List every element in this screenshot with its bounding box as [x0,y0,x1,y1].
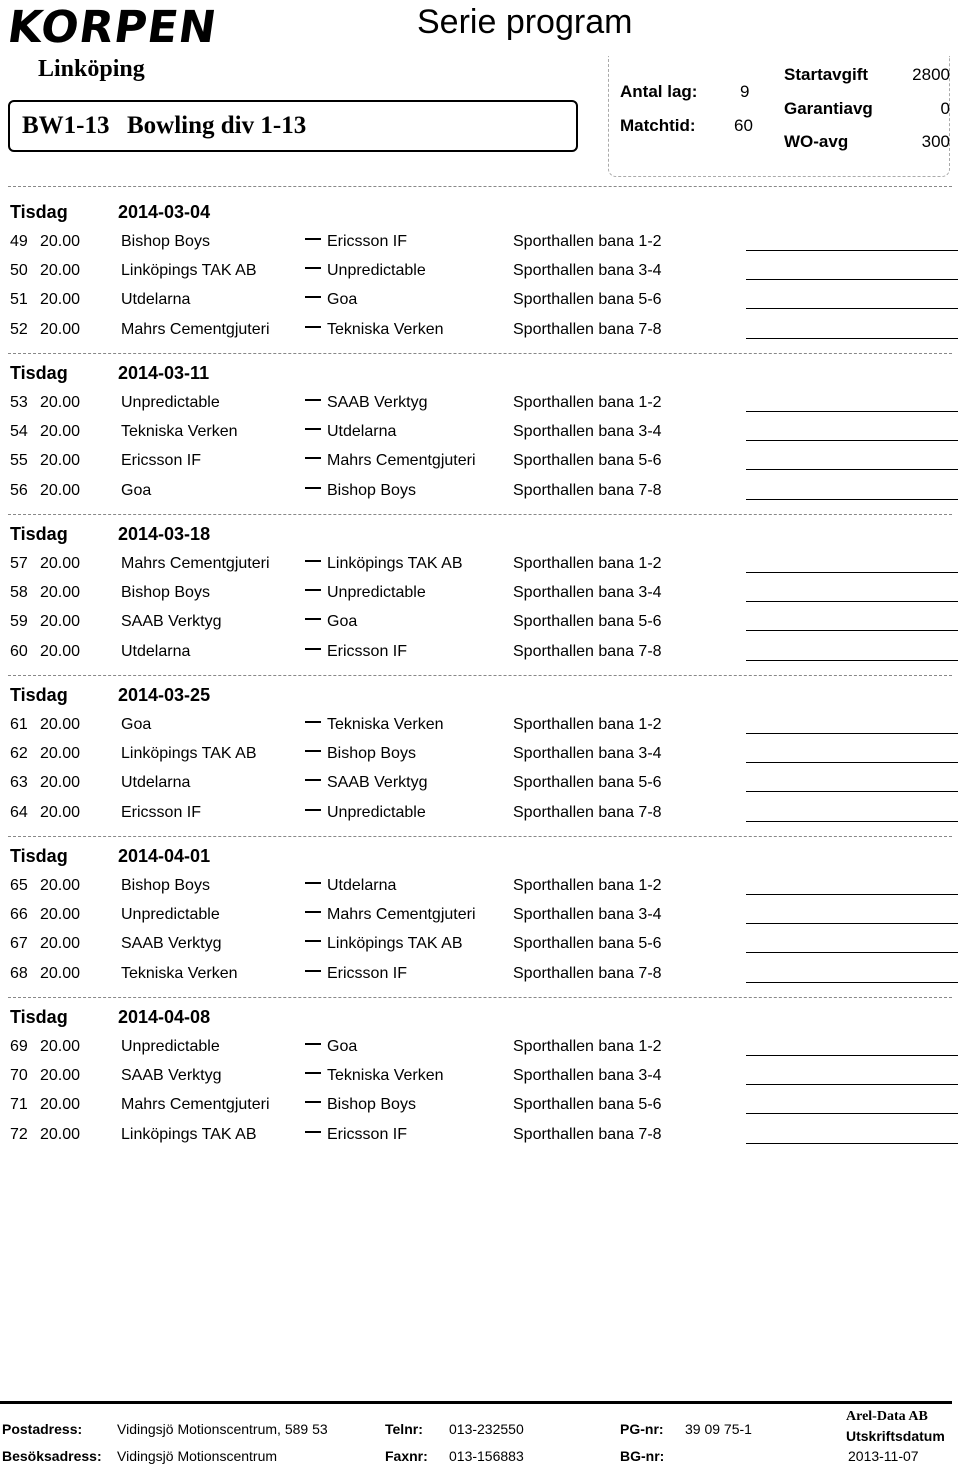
match-venue: Sporthallen bana 3-4 [513,906,662,924]
page-title: Serie program [417,3,633,41]
match-venue: Sporthallen bana 1-2 [513,555,662,572]
home-team: Bishop Boys [121,877,210,894]
match-time: 20.00 [40,877,81,894]
result-line [746,572,958,573]
korpen-logo [4,2,221,84]
round-date: 2014-03-11 [118,363,210,383]
match-number: 55 [10,452,28,470]
home-team: Tekniska Verken [121,964,238,982]
division-box [8,100,578,152]
match-row [0,612,960,641]
result-line [746,952,958,953]
match-venue: Sporthallen bana 7-8 [513,803,662,821]
away-team: Ericsson IF [327,233,408,250]
versus-dash [305,1131,321,1133]
match-row [0,964,960,993]
round-day: Tisdag [10,1007,68,1027]
match-time: 20.00 [40,1096,81,1114]
match-venue: Sporthallen bana 5-6 [513,935,662,953]
result-line [746,1055,958,1056]
versus-dash [305,487,321,489]
away-team: Goa [327,291,358,309]
home-team: Mahrs Cementgjuteri [121,1096,270,1114]
home-team: Unpredictable [121,906,220,924]
match-venue: Sporthallen bana 3-4 [513,584,662,602]
home-team: Unpredictable [121,394,220,411]
antal-lag-label: Antal lag: [620,82,698,101]
match-time: 20.00 [40,584,81,602]
match-time: 20.00 [40,320,81,338]
match-time: 20.00 [40,452,81,470]
garantiavg-label: Garantiavg [784,99,873,118]
match-time: 20.00 [40,642,81,660]
match-row [0,393,960,422]
home-team: SAAB Verktyg [121,613,222,631]
telnr-label: Telnr: [385,1421,423,1437]
match-number: 61 [10,716,28,733]
versus-dash [305,1101,321,1103]
result-line [746,308,958,309]
match-number: 67 [10,935,28,953]
away-team: SAAB Verktyg [327,394,428,411]
match-time: 20.00 [40,291,81,309]
round-date: 2014-03-25 [118,685,211,705]
versus-dash [305,589,321,591]
round-date: 2014-04-08 [118,1007,211,1027]
match-venue: Sporthallen bana 1-2 [513,394,662,411]
match-time: 20.00 [40,1067,81,1085]
result-line [746,894,958,895]
home-team: Ericsson IF [121,803,202,821]
matchtid-label: Matchtid: [620,116,696,135]
match-venue: Sporthallen bana 7-8 [513,642,662,660]
round-divider [8,836,952,837]
versus-dash [305,296,321,298]
away-team: Utdelarna [327,877,397,894]
match-number: 58 [10,584,28,602]
result-line [746,630,958,631]
matchtid-value: 60 [734,116,753,135]
match-venue: Sporthallen bana 1-2 [513,877,662,894]
header-divider [8,186,952,187]
match-venue: Sporthallen bana 7-8 [513,320,662,338]
home-team: Ericsson IF [121,452,202,470]
versus-dash [305,1043,321,1045]
match-number: 49 [10,233,28,250]
home-team: Utdelarna [121,774,191,792]
round-divider [8,997,952,998]
home-team: Tekniska Verken [121,423,238,441]
home-team: Mahrs Cementgjuteri [121,555,270,572]
postadress-label: Postadress: [2,1421,83,1437]
away-team: Ericsson IF [327,1125,408,1143]
versus-dash [305,457,321,459]
footer-divider [0,1401,952,1404]
match-venue: Sporthallen bana 7-8 [513,1125,662,1143]
match-venue: Sporthallen bana 3-4 [513,745,662,763]
home-team: Goa [121,481,152,499]
match-number: 62 [10,745,28,763]
away-team: Unpredictable [327,803,426,821]
utskriftsdatum-label: Utskriftsdatum [846,1428,945,1444]
match-row [0,554,960,583]
round-divider [8,353,952,354]
startavgift-label: Startavgift [784,65,869,84]
match-time: 20.00 [40,555,81,572]
round-day: Tisdag [10,524,68,544]
versus-dash [305,1072,321,1074]
versus-dash [305,809,321,811]
result-line [746,762,958,763]
match-number: 71 [10,1096,28,1114]
versus-dash [305,779,321,781]
round-day: Tisdag [10,685,68,705]
match-time: 20.00 [40,745,81,763]
match-row [0,1095,960,1124]
match-row [0,642,960,671]
home-team: Bishop Boys [121,584,210,602]
away-team: Linköpings TAK AB [327,555,463,572]
match-time: 20.00 [40,394,81,411]
utskriftsdatum-value: 2013-11-07 [848,1448,919,1464]
result-line [746,791,958,792]
away-team: Mahrs Cementgjuteri [327,452,476,470]
match-number: 72 [10,1125,28,1143]
garantiavg-value: 0 [940,99,950,118]
round-day: Tisdag [10,202,68,222]
match-number: 51 [10,291,28,309]
faxnr-value: 013-156883 [449,1448,524,1464]
postadress-value: Vidingsjö Motionscentrum, 589 53 [117,1421,328,1437]
away-team: Goa [327,1038,358,1055]
match-time: 20.00 [40,262,81,280]
round-day: Tisdag [10,846,68,866]
match-time: 20.00 [40,423,81,441]
match-time: 20.00 [40,481,81,499]
match-time: 20.00 [40,1125,81,1143]
versus-dash [305,882,321,884]
home-team: Bishop Boys [121,233,210,250]
away-team: Bishop Boys [327,1096,416,1114]
match-row [0,583,960,612]
versus-dash [305,560,321,562]
match-row [0,451,960,480]
match-venue: Sporthallen bana 3-4 [513,262,662,280]
versus-dash [305,911,321,913]
versus-dash [305,618,321,620]
match-row [0,320,960,349]
away-team: Tekniska Verken [327,320,444,338]
match-number: 57 [10,555,28,572]
result-line [746,338,958,339]
versus-dash [305,267,321,269]
round-divider [8,675,952,676]
match-time: 20.00 [40,716,81,733]
wo-avg-label: WO-avg [784,132,849,151]
match-row [0,422,960,451]
match-number: 56 [10,481,28,499]
match-time: 20.00 [40,803,81,821]
match-venue: Sporthallen bana 5-6 [513,774,662,792]
result-line [746,601,958,602]
pgnr-value: 39 09 75-1 [685,1421,752,1437]
startavgift-value: 2800 [912,65,950,84]
home-team: Linköpings TAK AB [121,262,257,280]
match-row [0,803,960,832]
result-line [746,411,958,412]
telnr-value: 013-232550 [449,1421,524,1437]
away-team: Tekniska Verken [327,716,444,733]
match-venue: Sporthallen bana 7-8 [513,481,662,499]
match-venue: Sporthallen bana 5-6 [513,1096,662,1114]
match-time: 20.00 [40,964,81,982]
home-team: SAAB Verktyg [121,1067,222,1085]
round-date: 2014-04-01 [118,846,211,866]
match-number: 69 [10,1038,28,1055]
match-row [0,934,960,963]
match-number: 70 [10,1067,28,1085]
result-line [746,1113,958,1114]
round-date: 2014-03-04 [118,202,211,222]
match-row [0,905,960,934]
away-team: SAAB Verktyg [327,774,428,792]
match-venue: Sporthallen bana 3-4 [513,1067,662,1085]
logo-word: KORPEN [4,2,221,53]
away-team: Unpredictable [327,262,426,280]
away-team: Linköpings TAK AB [327,935,463,953]
match-number: 59 [10,613,28,631]
match-number: 63 [10,774,28,792]
match-time: 20.00 [40,1038,81,1055]
match-row [0,481,960,510]
match-number: 54 [10,423,28,441]
match-venue: Sporthallen bana 1-2 [513,1038,662,1055]
match-time: 20.00 [40,935,81,953]
away-team: Unpredictable [327,584,426,602]
result-line [746,279,958,280]
versus-dash [305,940,321,942]
home-team: SAAB Verktyg [121,935,222,953]
division-code: BW1-13 [22,112,110,139]
match-row [0,290,960,319]
match-row [0,261,960,290]
home-team: Linköpings TAK AB [121,745,257,763]
match-number: 66 [10,906,28,924]
result-line [746,982,958,983]
wo-avg-value: 300 [921,132,950,151]
match-number: 68 [10,964,28,982]
result-line [746,923,958,924]
match-row [0,1125,960,1154]
home-team: Goa [121,716,152,733]
home-team: Unpredictable [121,1038,220,1055]
match-venue: Sporthallen bana 5-6 [513,452,662,470]
antal-lag-value: 9 [740,82,750,101]
besoksadress-label: Besöksadress: [2,1448,102,1464]
away-team: Bishop Boys [327,481,416,499]
match-time: 20.00 [40,774,81,792]
result-line [746,250,958,251]
match-number: 64 [10,803,28,821]
away-team: Mahrs Cementgjuteri [327,906,476,924]
match-row [0,773,960,802]
match-time: 20.00 [40,613,81,631]
match-number: 65 [10,877,28,894]
home-team: Utdelarna [121,642,191,660]
match-row [0,1066,960,1095]
fee-box [608,56,950,177]
match-row [0,715,960,744]
home-team: Mahrs Cementgjuteri [121,320,270,338]
away-team: Utdelarna [327,423,397,441]
versus-dash [305,970,321,972]
away-team: Ericsson IF [327,642,408,660]
match-venue: Sporthallen bana 3-4 [513,423,662,441]
match-venue: Sporthallen bana 7-8 [513,964,662,982]
result-line [746,1143,958,1144]
away-team: Bishop Boys [327,745,416,763]
match-number: 52 [10,320,28,338]
versus-dash [305,750,321,752]
result-line [746,1084,958,1085]
match-venue: Sporthallen bana 1-2 [513,716,662,733]
match-row [0,744,960,773]
away-team: Tekniska Verken [327,1067,444,1085]
besoksadress-value: Vidingsjö Motionscentrum [117,1448,278,1464]
logo-city: Linköping [38,56,145,82]
result-line [746,440,958,441]
match-row [0,1037,960,1066]
versus-dash [305,428,321,430]
match-venue: Sporthallen bana 1-2 [513,233,662,250]
versus-dash [305,721,321,723]
match-number: 50 [10,262,28,280]
away-team: Goa [327,613,358,631]
match-time: 20.00 [40,906,81,924]
versus-dash [305,238,321,240]
versus-dash [305,326,321,328]
match-number: 53 [10,394,28,411]
home-team: Linköpings TAK AB [121,1125,257,1143]
round-day: Tisdag [10,363,68,383]
result-line [746,499,958,500]
result-line [746,660,958,661]
result-line [746,469,958,470]
match-venue: Sporthallen bana 5-6 [513,613,662,631]
match-row [0,232,960,261]
round-divider [8,514,952,515]
versus-dash [305,648,321,650]
match-venue: Sporthallen bana 5-6 [513,291,662,309]
away-team: Ericsson IF [327,964,408,982]
match-time: 20.00 [40,233,81,250]
result-line [746,821,958,822]
match-row [0,876,960,905]
faxnr-label: Faxnr: [385,1448,428,1464]
division-name: Bowling div 1-13 [127,112,307,139]
bgnr-label: BG-nr: [620,1448,665,1464]
round-date: 2014-03-18 [118,524,211,544]
pgnr-label: PG-nr: [620,1421,664,1437]
match-number: 60 [10,642,28,660]
brand-name: Arel-Data AB [846,1409,928,1424]
versus-dash [305,399,321,401]
result-line [746,733,958,734]
home-team: Utdelarna [121,291,191,309]
